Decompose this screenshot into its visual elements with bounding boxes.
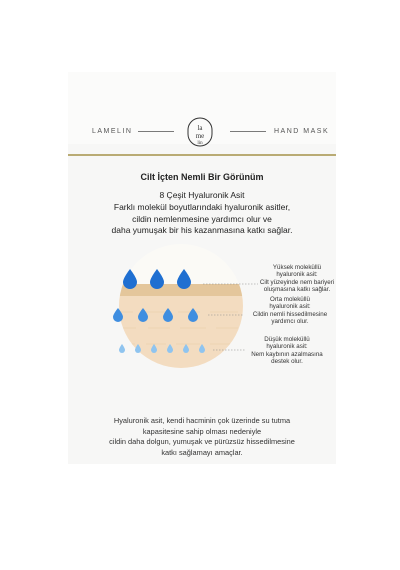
label-line: Cildin nemli hissedilmesine <box>252 310 328 318</box>
label-line: hyaluronik asit: <box>269 303 311 311</box>
description-line: Farklı molekül boyutlarındaki hyaluronik asitler, <box>113 202 291 212</box>
label-line: oluşmasına katkı sağlar. <box>263 286 331 294</box>
bottom-line: katkı sağlamayı amaçlar. <box>161 447 243 457</box>
product-type: HAND MASK <box>274 128 330 135</box>
svg-text:lin: lin <box>197 141 203 146</box>
skin-inner-layer <box>108 296 258 376</box>
svg-text:la: la <box>197 124 203 132</box>
description-line: daha yumuşak bir his kazanmasına katkı sağlar. <box>111 225 293 235</box>
bottom-description <box>68 416 336 458</box>
brand-name: LAMELIN <box>92 128 133 135</box>
label-line: Yüksek moleküllü <box>272 264 322 271</box>
label-line: Nem kaybının azalmasına <box>251 350 323 358</box>
label-line: yardımcı olur. <box>271 318 309 326</box>
bottom-line: cildin daha dolgun, yumuşak ve pürüzsüz hissedilmesine <box>109 437 295 446</box>
section-title: Cilt İçten Nemli Bir Görünüm <box>140 172 264 182</box>
svg-text:me: me <box>195 132 205 140</box>
label-medium-molecular <box>244 296 336 326</box>
label-high-molecular <box>258 264 336 294</box>
label-line: Düşük moleküllü <box>264 336 310 343</box>
label-line: hyaluronik asit: <box>276 271 318 279</box>
label-low-molecular <box>242 336 332 366</box>
label-line: Cilt yüzeyinde nem bariyeri <box>259 278 335 286</box>
label-line: Orta moleküllü <box>270 296 310 303</box>
product-info-panel <box>68 72 336 464</box>
water-drop-icon <box>119 344 125 353</box>
label-line: destek olur. <box>271 358 303 366</box>
description-line: cildin nemlenmesine yardımcı olur ve <box>132 213 272 224</box>
label-line: hyaluronik asit: <box>266 343 308 351</box>
section-subtitle: 8 Çeşit Hyaluronik Asit <box>159 190 245 200</box>
bottom-line: Hyaluronik asit, kendi hacminin çok üzerinde su tutma <box>113 416 291 425</box>
bottom-line: kapasitesine sahip olması nedeniyle <box>142 426 262 436</box>
